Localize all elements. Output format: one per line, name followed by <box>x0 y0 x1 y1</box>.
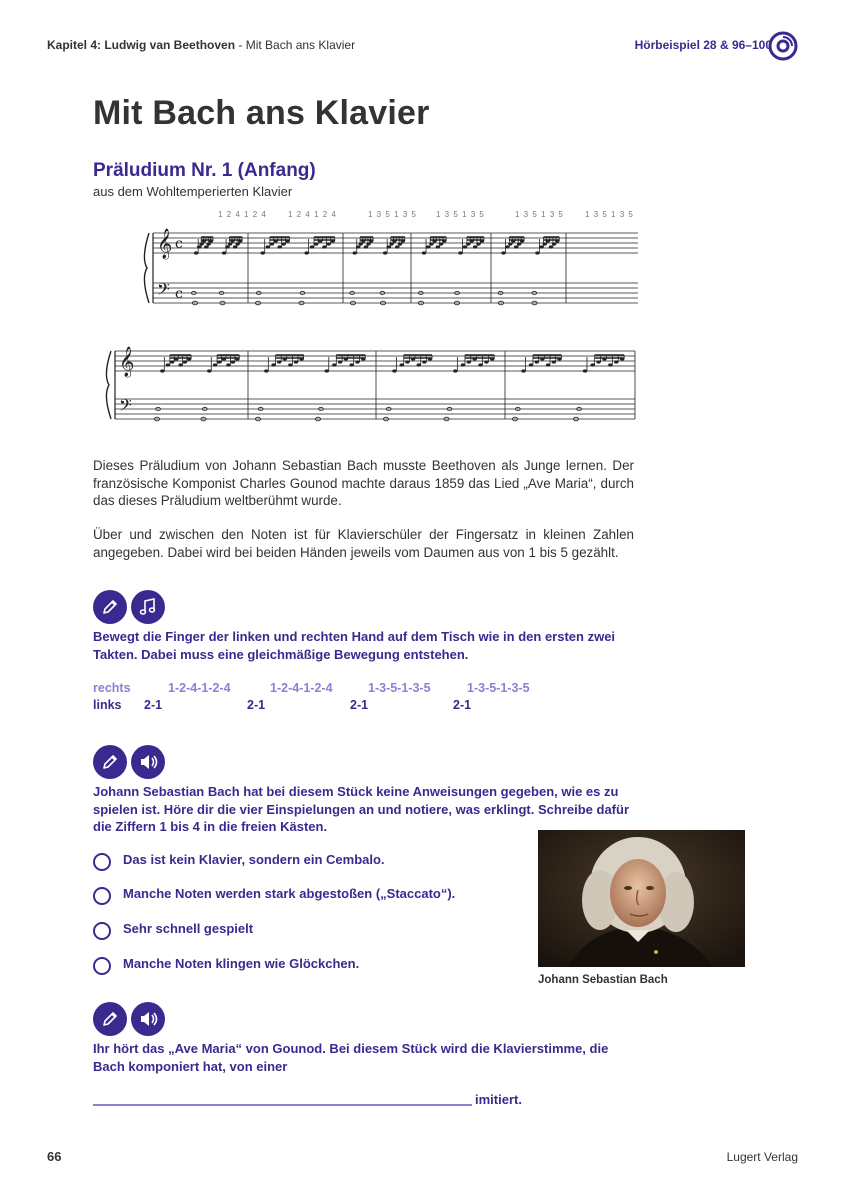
speaker-icon <box>131 745 165 779</box>
answer-box[interactable] <box>93 887 111 905</box>
answer-line[interactable] <box>93 1104 472 1106</box>
option-label: Das ist kein Klavier, sondern ein Cembalo. <box>123 852 385 867</box>
music-note-icon <box>131 590 165 624</box>
svg-text:𝄞: 𝄞 <box>119 347 135 377</box>
svg-text:c: c <box>175 286 183 302</box>
fingering-number: 1 2 4 1 2 4 <box>218 210 267 219</box>
task3-suffix: imitiert. <box>475 1092 522 1107</box>
intro-paragraph: Dieses Präludium von Johann Sebastian Bach musste Beethoven als Junge lernen. Der französische Komponist Charles Gounod machte daraus 1859 das Lied „Ave Maria“, durch das dieses Präludium weltberühmt wurde. <box>93 458 634 508</box>
cd-icon <box>768 31 798 61</box>
left-label: links <box>93 698 122 712</box>
bach-portrait <box>538 830 745 967</box>
speaker-icon <box>131 1002 165 1036</box>
answer-box[interactable] <box>93 853 111 871</box>
audio-reference: Hörbeispiel 28 & 96–100 <box>634 38 772 52</box>
option-label: Manche Noten werden stark abgestoßen („Staccato“). <box>123 886 456 901</box>
task1-text: Bewegt die Finger der linken und rechten Hand auf dem Tisch wie in den ersten zwei Takten. Dabei muss eine gleichmäßige Bewegung entstehen. <box>93 629 616 662</box>
svg-text:𝄢: 𝄢 <box>119 395 132 419</box>
option-label: Sehr schnell gespielt <box>123 921 254 936</box>
right-label: rechts <box>93 681 131 695</box>
fingering-number: 1 3 5 1 3 5 <box>585 210 634 219</box>
task2-text: Johann Sebastian Bach hat bei diesem Stück keine Anweisungen gegeben, wie es zu spielen ist. Höre dir die vier Einspielungen an und notiere, was erklingt. Schreibe dafür die Ziffern 1 bis 4 in die freien Kästen. <box>93 784 630 834</box>
publisher: Lugert Verlag <box>726 1150 798 1164</box>
right-value: 1-2-4-1-2-4 <box>168 681 231 695</box>
pencil-icon <box>93 590 127 624</box>
svg-text:𝄞: 𝄞 <box>157 229 173 259</box>
fingering-number: 1 3 5 1 3 5 <box>436 210 485 219</box>
page-title: Mit Bach ans Klavier <box>93 94 430 132</box>
chapter-heading: Kapitel 4: Ludwig van Beethoven - Mit Bach ans Klavier <box>47 38 356 52</box>
fingering-right-row <box>93 681 638 699</box>
right-value: 1-2-4-1-2-4 <box>270 681 333 695</box>
page-number: 66 <box>47 1149 62 1164</box>
fingering-number: 1 3 5 1 3 5 <box>368 210 417 219</box>
pencil-icon <box>93 1002 127 1036</box>
option-label: Manche Noten klingen wie Glöckchen. <box>123 956 360 971</box>
fingering-left-row <box>93 698 638 716</box>
answer-box[interactable] <box>93 957 111 975</box>
piece-title: Präludium Nr. 1 (Anfang) <box>93 160 316 181</box>
left-value: 2-1 <box>144 698 163 712</box>
svg-text:c: c <box>175 236 183 252</box>
sheet-music <box>93 203 638 440</box>
pencil-icon <box>93 745 127 779</box>
right-value: 1-3-5-1-3-5 <box>467 681 530 695</box>
svg-text:𝄢: 𝄢 <box>157 279 170 303</box>
left-value: 2-1 <box>453 698 472 712</box>
fingering-paragraph: Über und zwischen den Noten ist für Klavierschüler der Fingersatz in kleinen Zahlen angegeben. Dabei wird bei beiden Händen jeweils vom Daumen aus von 1 bis 5 gezählt. <box>93 527 634 560</box>
right-value: 1-3-5-1-3-5 <box>368 681 431 695</box>
portrait-caption: Johann Sebastian Bach <box>538 974 668 986</box>
left-value: 2-1 <box>350 698 369 712</box>
piece-subtitle: aus dem Wohltemperierten Klavier <box>93 184 293 199</box>
left-value: 2-1 <box>247 698 266 712</box>
fingering-number: 1 2 4 1 2 4 <box>288 210 337 219</box>
fingering-number: 1 3 5 1 3 5 <box>515 210 564 219</box>
task3-text: Ihr hört das „Ave Maria“ von Gounod. Bei diesem Stück wird die Klavierstimme, die Bach komponiert hat, von einer <box>93 1041 609 1074</box>
answer-box[interactable] <box>93 922 111 940</box>
